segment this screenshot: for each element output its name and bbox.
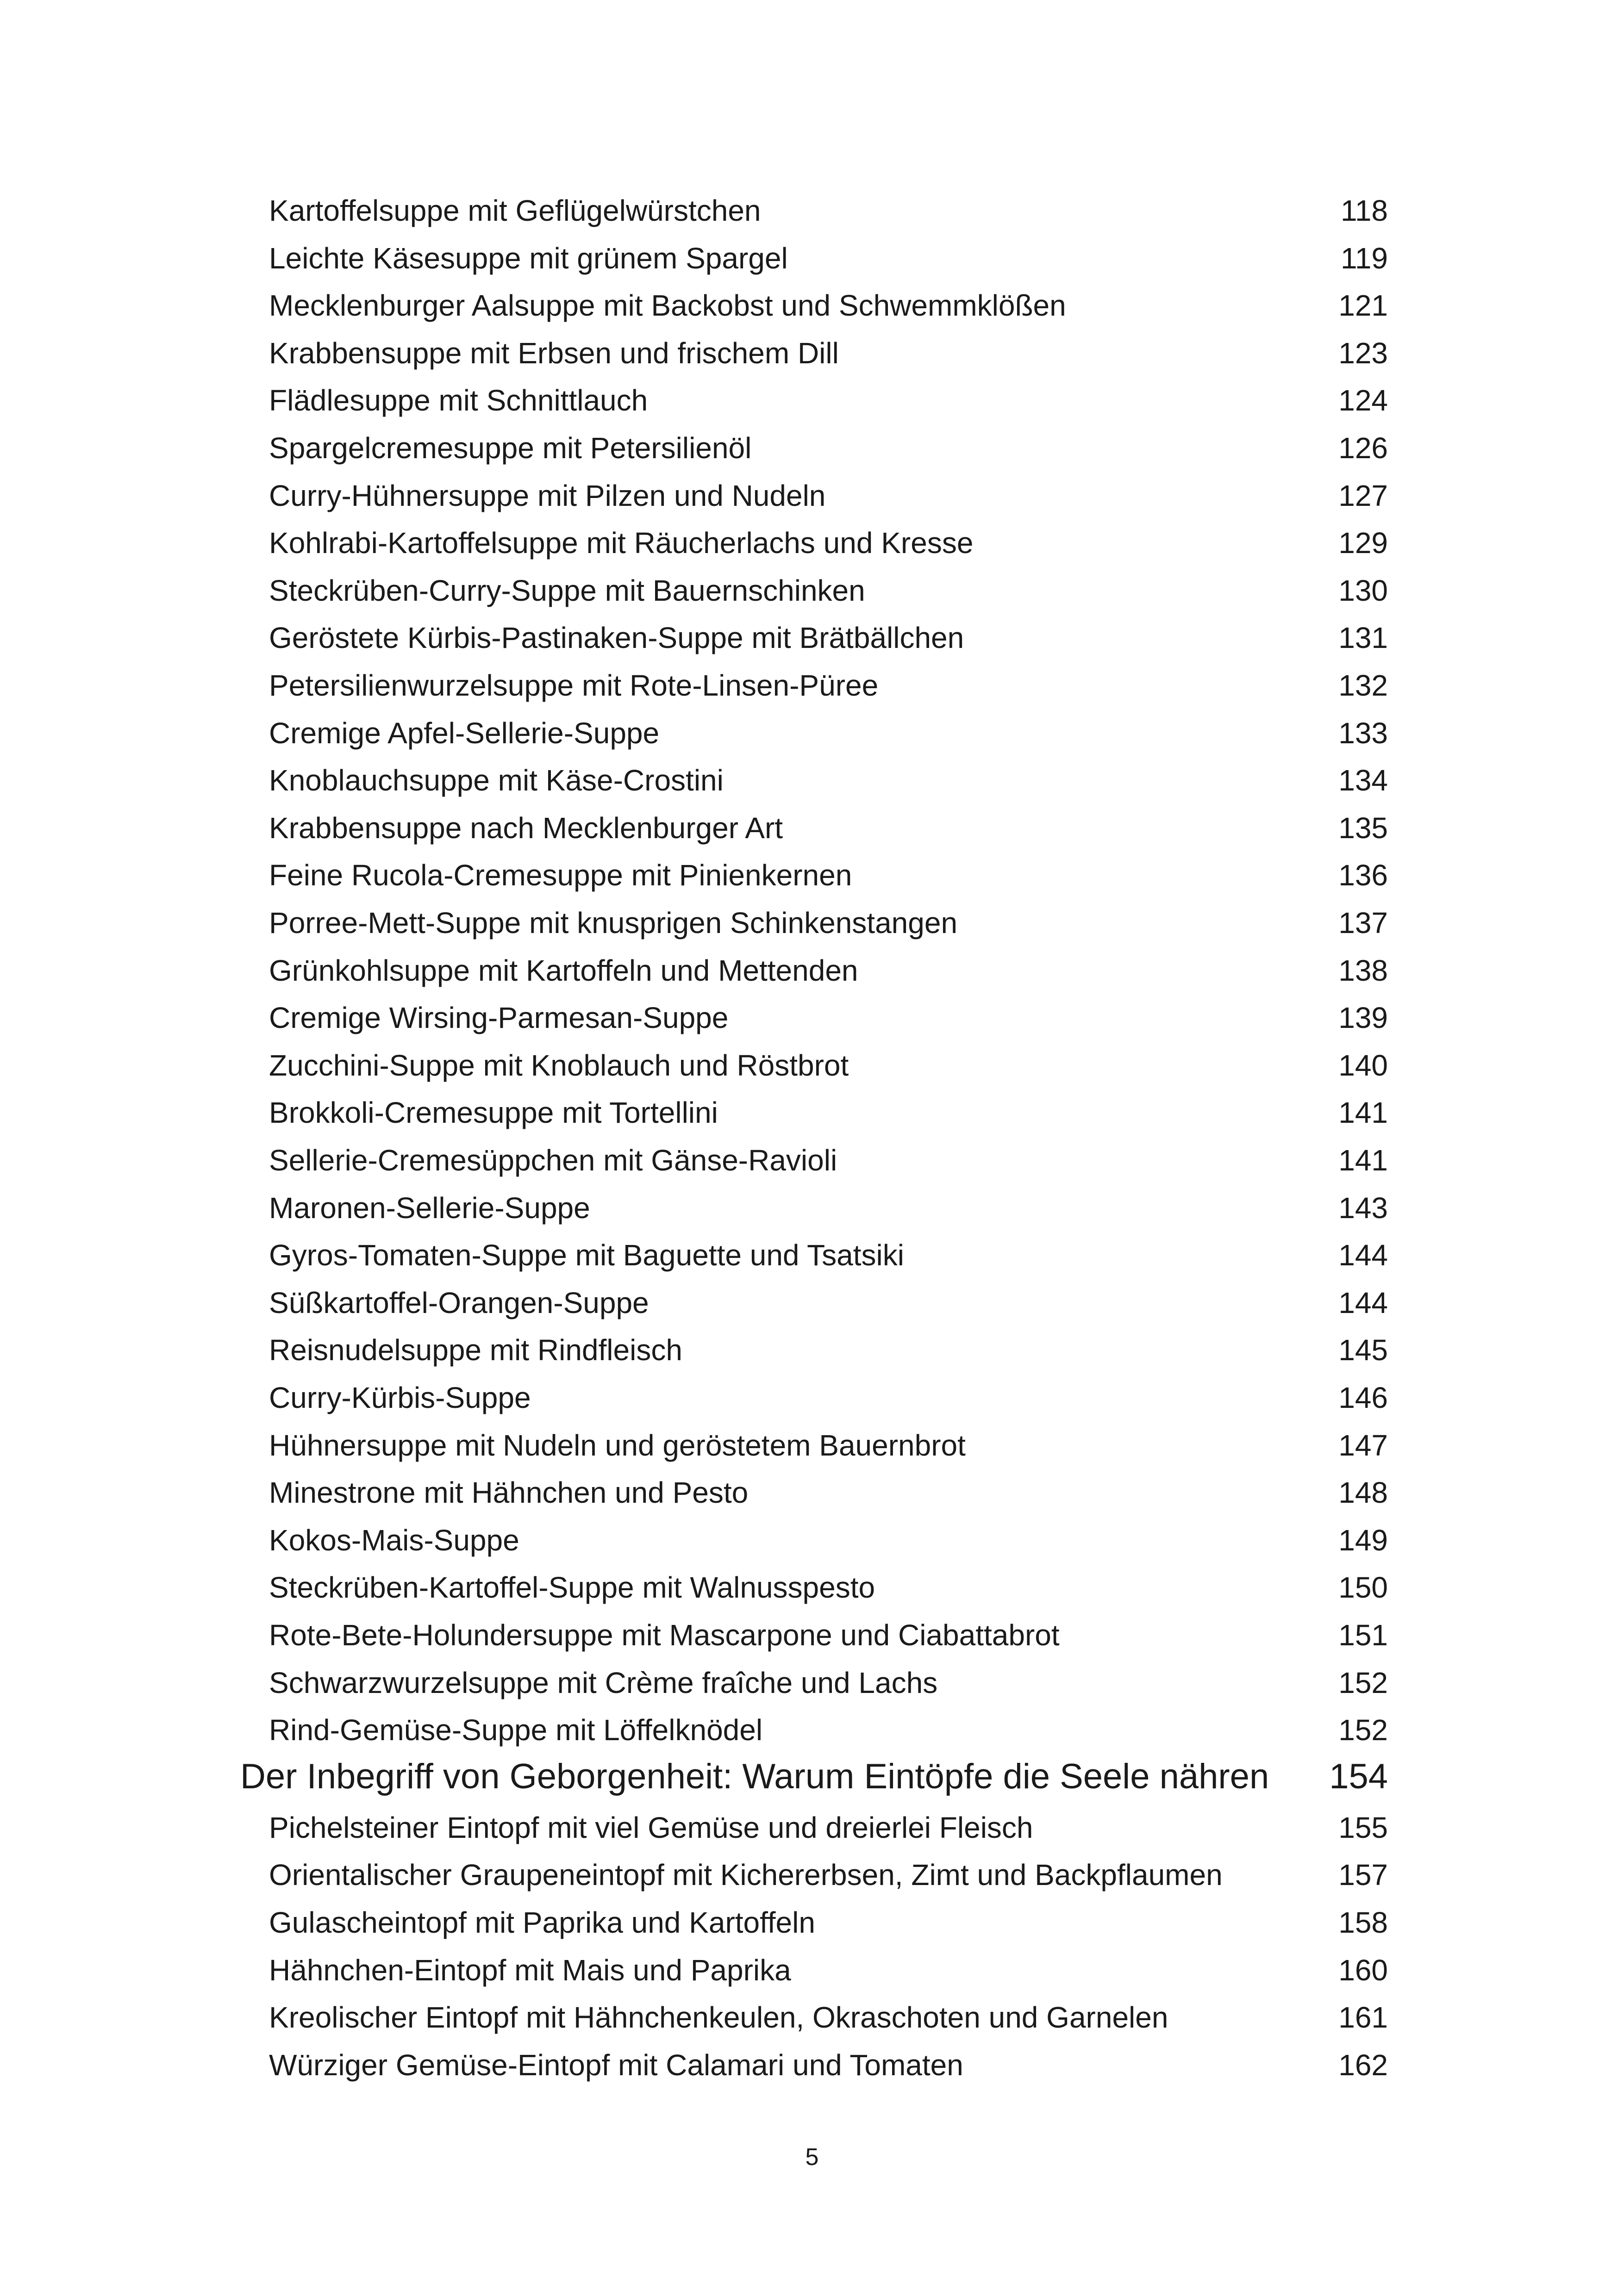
toc-page-number: 126 bbox=[1338, 431, 1388, 465]
toc-page-number: 130 bbox=[1338, 574, 1388, 607]
toc-chapter-title: Der Inbegriff von Geborgenheit: Warum Eintöpfe die Seele nähren bbox=[240, 1757, 1269, 1796]
toc-entry-title: Rind-Gemüse-Suppe mit Löffelknödel bbox=[269, 1713, 763, 1747]
toc-page-number: 134 bbox=[1338, 764, 1388, 797]
toc-entry-row bbox=[269, 1611, 1388, 1659]
toc-page-number: 121 bbox=[1338, 289, 1388, 322]
toc-page-number: 135 bbox=[1338, 811, 1388, 845]
toc-entry-row bbox=[269, 1041, 1388, 1089]
toc-page-number: 146 bbox=[1338, 1381, 1388, 1414]
toc-entry-row bbox=[269, 804, 1388, 852]
toc-page-number: 152 bbox=[1338, 1713, 1388, 1747]
toc-entry-row bbox=[269, 234, 1388, 282]
toc-entry-title: Kreolischer Eintopf mit Hähnchenkeulen, Okraschoten und Garnelen bbox=[269, 2001, 1168, 2034]
toc-entry-row bbox=[269, 1659, 1388, 1707]
toc-entry-title: Schwarzwurzelsuppe mit Crème fraîche und Lachs bbox=[269, 1666, 938, 1699]
toc-page-number: 144 bbox=[1338, 1238, 1388, 1272]
toc-entry-title: Porree-Mett-Suppe mit knusprigen Schinkenstangen bbox=[269, 906, 958, 940]
toc-entry-row bbox=[269, 1804, 1388, 1852]
toc-page-number: 123 bbox=[1338, 336, 1388, 370]
toc-page-number: 137 bbox=[1338, 906, 1388, 940]
toc-page-number: 129 bbox=[1338, 526, 1388, 560]
toc-entry-row bbox=[269, 566, 1388, 615]
toc-entry-title: Sellerie-Cremesüppchen mit Gänse-Ravioli bbox=[269, 1144, 837, 1177]
toc-entry-row bbox=[269, 1851, 1388, 1899]
toc-page-number: 131 bbox=[1338, 621, 1388, 654]
toc-page-number: 161 bbox=[1338, 2001, 1388, 2034]
toc-page-number: 160 bbox=[1338, 1954, 1388, 1987]
toc-entry-row bbox=[269, 519, 1388, 567]
toc-entry-title: Maronen-Sellerie-Suppe bbox=[269, 1191, 590, 1225]
toc-page-number: 141 bbox=[1338, 1096, 1388, 1129]
toc-entry-title: Leichte Käsesuppe mit grünem Spargel bbox=[269, 242, 788, 275]
toc-entry-title: Spargelcremesuppe mit Petersilienöl bbox=[269, 431, 752, 465]
toc-page-number: 132 bbox=[1338, 669, 1388, 702]
toc-entry-title: Reisnudelsuppe mit Rindfleisch bbox=[269, 1333, 682, 1367]
toc-entry-row bbox=[269, 661, 1388, 709]
toc-entry-title: Steckrüben-Kartoffel-Suppe mit Walnusspesto bbox=[269, 1571, 875, 1604]
toc-entry-title: Steckrüben-Curry-Suppe mit Bauernschinken bbox=[269, 574, 865, 607]
toc-page-number: 144 bbox=[1338, 1286, 1388, 1319]
toc-entry-title: Geröstete Kürbis-Pastinaken-Suppe mit Brätbällchen bbox=[269, 621, 964, 654]
toc-page-number: 147 bbox=[1338, 1429, 1388, 1462]
toc-entry-title: Minestrone mit Hähnchen und Pesto bbox=[269, 1476, 749, 1509]
toc-entry-row bbox=[269, 1089, 1388, 1137]
toc-page-number: 157 bbox=[1338, 1858, 1388, 1892]
toc-page-number: 138 bbox=[1338, 954, 1388, 987]
toc-entry-row bbox=[269, 1898, 1388, 1947]
toc-page-number: 140 bbox=[1338, 1049, 1388, 1082]
toc-entry-title: Kokos-Mais-Suppe bbox=[269, 1524, 519, 1557]
toc-entry-title: Gulascheintopf mit Paprika und Kartoffeln bbox=[269, 1906, 815, 1939]
toc-entry-row bbox=[269, 1516, 1388, 1564]
toc-entry-title: Brokkoli-Cremesuppe mit Tortellini bbox=[269, 1096, 718, 1129]
toc-entry-title: Flädlesuppe mit Schnittlauch bbox=[269, 384, 648, 417]
toc-chapter-row bbox=[240, 1751, 1388, 1803]
toc-entry-title: Süßkartoffel-Orangen-Suppe bbox=[269, 1286, 649, 1319]
toc-entry-row bbox=[269, 1136, 1388, 1184]
toc-entry-title: Curry-Hühnersuppe mit Pilzen und Nudeln bbox=[269, 479, 826, 512]
toc-page-number: 149 bbox=[1338, 1524, 1388, 1557]
toc-entry-title: Kartoffelsuppe mit Geflügelwürstchen bbox=[269, 194, 761, 227]
toc-entry-row bbox=[269, 329, 1388, 377]
toc-page-number: 143 bbox=[1338, 1191, 1388, 1225]
toc-entry-title: Petersilienwurzelsuppe mit Rote-Linsen-Püree bbox=[269, 669, 879, 702]
toc-page-number: 150 bbox=[1338, 1571, 1388, 1604]
toc-entry-row bbox=[269, 1279, 1388, 1327]
toc-entry-row bbox=[269, 709, 1388, 757]
toc-entry-row bbox=[269, 1946, 1388, 1994]
toc-page-number: 124 bbox=[1338, 384, 1388, 417]
toc-entry-row bbox=[269, 1706, 1388, 1754]
toc-entry-row bbox=[269, 1421, 1388, 1469]
toc-entry-row bbox=[269, 376, 1388, 424]
toc-entry-title: Zucchini-Suppe mit Knoblauch und Röstbrot bbox=[269, 1049, 849, 1082]
toc-entry-row bbox=[269, 187, 1388, 235]
toc-entry-title: Curry-Kürbis-Suppe bbox=[269, 1381, 531, 1414]
toc-entry-title: Gyros-Tomaten-Suppe mit Baguette und Tsatsiki bbox=[269, 1238, 904, 1272]
toc-entry-row bbox=[269, 994, 1388, 1042]
toc-page-number: 141 bbox=[1338, 1144, 1388, 1177]
toc-entry-title: Rote-Bete-Holundersuppe mit Mascarpone und Ciabattabrot bbox=[269, 1618, 1060, 1652]
toc-entry-row bbox=[269, 1184, 1388, 1232]
toc-entry-row bbox=[269, 1374, 1388, 1422]
toc-entry-row bbox=[269, 946, 1388, 995]
toc-entry-title: Orientalischer Graupeneintopf mit Kichererbsen, Zimt und Backpflaumen bbox=[269, 1858, 1223, 1892]
toc-entry-title: Mecklenburger Aalsuppe mit Backobst und Schwemmklößen bbox=[269, 289, 1066, 322]
toc-entry-row bbox=[269, 1993, 1388, 2041]
toc-page-number: 152 bbox=[1338, 1666, 1388, 1699]
toc-entry-title: Pichelsteiner Eintopf mit viel Gemüse und dreierlei Fleisch bbox=[269, 1811, 1033, 1844]
toc-page-number: 136 bbox=[1338, 859, 1388, 892]
toc-page-number: 162 bbox=[1338, 2048, 1388, 2082]
toc-entry-title: Hähnchen-Eintopf mit Mais und Paprika bbox=[269, 1954, 791, 1987]
toc-entry-title: Krabbensuppe nach Mecklenburger Art bbox=[269, 811, 783, 845]
toc-entry-title: Grünkohlsuppe mit Kartoffeln und Mettenden bbox=[269, 954, 858, 987]
toc-entry-row bbox=[269, 1468, 1388, 1517]
toc-entry-title: Knoblauchsuppe mit Käse-Crostini bbox=[269, 764, 724, 797]
toc-entry-row bbox=[269, 851, 1388, 899]
toc-page-number: 145 bbox=[1338, 1333, 1388, 1367]
toc-entry-title: Würziger Gemüse-Eintopf mit Calamari und Tomaten bbox=[269, 2048, 963, 2082]
toc-page-number: 155 bbox=[1338, 1811, 1388, 1844]
toc-entry-title: Kohlrabi-Kartoffelsuppe mit Räucherlachs und Kresse bbox=[269, 526, 974, 560]
toc-entry-row bbox=[269, 1231, 1388, 1279]
toc-page-number: 119 bbox=[1340, 242, 1388, 275]
toc-page-number: 151 bbox=[1338, 1618, 1388, 1652]
toc-page-number: 127 bbox=[1338, 479, 1388, 512]
toc-page-number: 133 bbox=[1338, 716, 1388, 750]
toc-entry-row bbox=[269, 614, 1388, 662]
toc-entry-row bbox=[269, 899, 1388, 947]
toc-entry-row bbox=[269, 1563, 1388, 1612]
toc-entry-title: Feine Rucola-Cremesuppe mit Pinienkernen bbox=[269, 859, 852, 892]
toc-page-number: 118 bbox=[1340, 194, 1388, 227]
toc-entry-row bbox=[269, 2041, 1388, 2089]
toc-entry-row bbox=[269, 756, 1388, 804]
toc-entry-row bbox=[269, 472, 1388, 520]
toc-page-number: 139 bbox=[1338, 1001, 1388, 1034]
toc-entry-row bbox=[269, 281, 1388, 330]
page-number: 5 bbox=[805, 2144, 819, 2171]
toc-entry-row bbox=[269, 1326, 1388, 1374]
toc-page-number: 148 bbox=[1338, 1476, 1388, 1509]
toc-page-number: 158 bbox=[1338, 1906, 1388, 1939]
toc-entry-title: Cremige Wirsing-Parmesan-Suppe bbox=[269, 1001, 729, 1034]
toc-entry-row bbox=[269, 424, 1388, 472]
toc-entry-title: Cremige Apfel-Sellerie-Suppe bbox=[269, 716, 660, 750]
toc-entry-title: Krabbensuppe mit Erbsen und frischem Dill bbox=[269, 336, 839, 370]
toc-entry-title: Hühnersuppe mit Nudeln und geröstetem Bauernbrot bbox=[269, 1429, 966, 1462]
toc-page-number: 154 bbox=[1329, 1757, 1388, 1796]
